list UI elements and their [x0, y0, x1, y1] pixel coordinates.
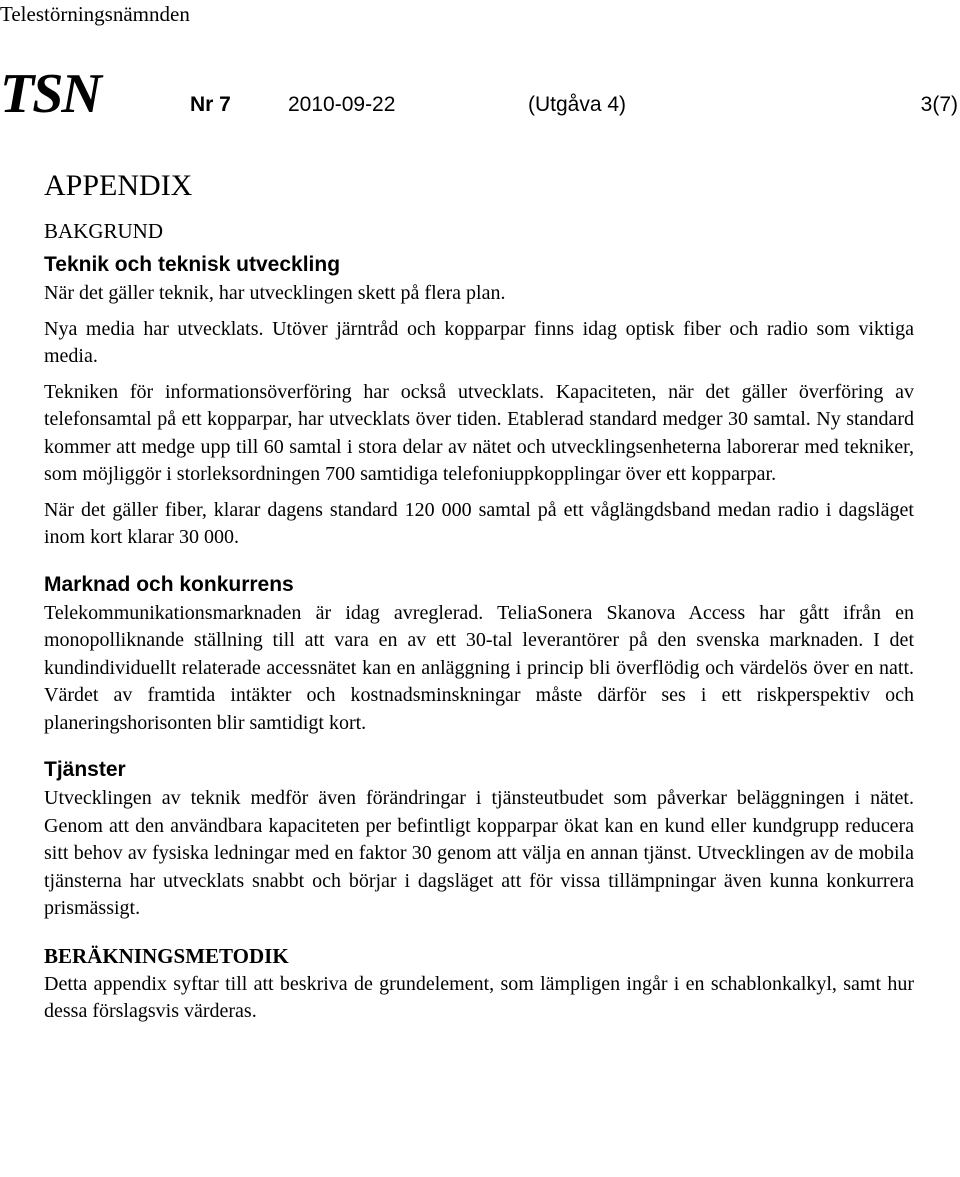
edition: (Utgåva 4): [528, 93, 627, 116]
method-paragraph: Detta appendix syftar till att beskriva de grundelement, som lämpligen ingår i en schablonkalkyl, samt hur dessa förslagsvis värderas.: [44, 972, 914, 1022]
tsn-logo: TSN: [0, 63, 100, 125]
method-heading: BERÄKNINGSMETODIK: [44, 943, 289, 968]
document-header: [0, 62, 958, 126]
technology-paragraph-1: När det gäller teknik, har utvecklingen skett på flera plan.: [44, 282, 506, 304]
technology-paragraph-4: När det gäller fiber, klarar dagens standard 120 000 samtal på ett våglängdsband medan radio i dagsläget inom kort klarar 30 000.: [44, 498, 914, 548]
services-paragraph: Utvecklingen av teknik medför även förändringar i tjänsteutbudet som påverkar beläggningen i nätet. Genom att den användbara kapaciteten per befintligt kopparpar ökat kan en kund eller kundgrupp reducera sitt behov av fysiska ledningar med en faktor 30 genom att välja en annan tjänst. Utvecklingen av de mobila tjänsterna har utvecklats snabbt och börjar i dagsläget att för vissa tillämpningar även kunna konkurrera prismässigt.: [44, 787, 914, 919]
issue-number: Nr 7: [190, 93, 231, 116]
organization-name: Telestörningsnämnden: [0, 2, 190, 26]
technology-heading: Teknik och teknisk utveckling: [44, 253, 341, 276]
market-paragraph: Telekommunikationsmarknaden är idag avreglerad. TeliaSonera Skanova Access har gått ifrån en monopolliknande ställning till att vara en av ett 30-tal leverantörer på den svenska marknaden. I det kundindividuellt relaterade accessnätet kan en anläggning i princip bli överflödig och värdelös över en natt. Värdet av framtida intäkter och kostnadsminskningar måste därför ses i ett riskperspektiv och planeringshorisonten blir samtidigt kort.: [44, 601, 914, 734]
appendix-title: APPENDIX: [44, 169, 193, 202]
document-body: [44, 166, 914, 1030]
market-heading: Marknad och konkurrens: [44, 572, 294, 596]
page-number: 3(7): [920, 93, 958, 116]
technology-paragraph-3: Tekniken för informationsöverföring har också utvecklats. Kapaciteten, när det gäller överföring av telefonsamtal på ett kopparpar, har utvecklats över tiden. Etablerad standard medger 30 samtal. Ny standard kommer att medge upp till 60 samtal i stora delar av nätet och utvecklingsenheterna laborerar med tekniker, som möjliggör i storleksordningen 700 samtidiga telefoniuppkopplingar över ett kopparpar.: [44, 380, 914, 485]
technology-paragraph-2: Nya media har utvecklats. Utöver järntråd och kopparpar finns idag optisk fiber och radio som viktiga media.: [44, 317, 914, 367]
services-heading: Tjänster: [44, 758, 126, 781]
issue-date: 2010-09-22: [288, 93, 396, 116]
background-heading: BAKGRUND: [44, 219, 164, 243]
